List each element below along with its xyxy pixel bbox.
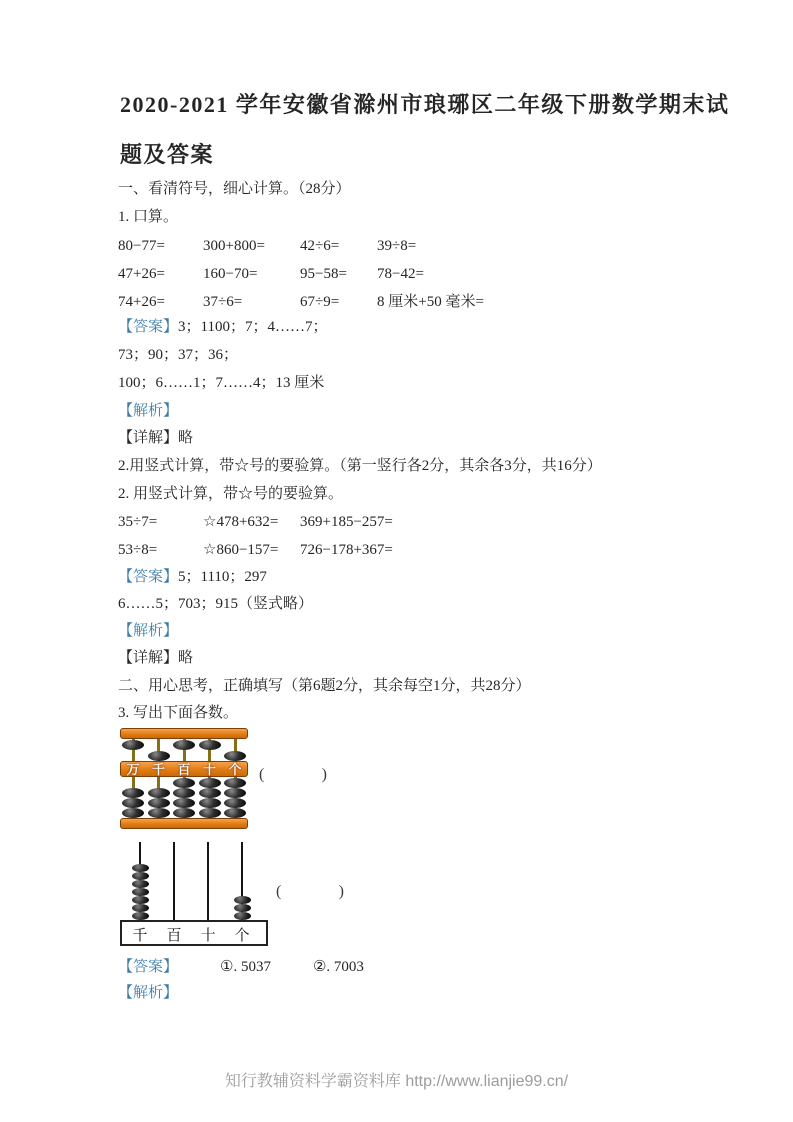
open-paren: (	[276, 883, 282, 900]
suanpan-column-label: 百	[177, 762, 191, 777]
frame-bead	[132, 888, 149, 896]
equation: ☆478+632=	[203, 514, 279, 530]
q1-equation-row-2	[118, 264, 424, 284]
question-1-stem: 1. 口算。	[118, 209, 179, 225]
q1-answer-line-1	[118, 317, 327, 337]
section-1-heading: 一、看清符号，细心计算。（28分）	[118, 181, 351, 197]
answer-blank-parens-1	[259, 766, 327, 784]
q2-equation-row-1	[118, 512, 393, 532]
frame-column-label: 千	[132, 928, 148, 944]
question-2-stem: 2. 用竖式计算，带☆号的要验算。	[118, 486, 344, 502]
frame-bead	[132, 896, 149, 904]
equation: 37÷6=	[203, 294, 243, 310]
frame-column-label: 百	[166, 928, 182, 944]
q1-answer-line-3: 100；6……1；7……4；13 厘米	[118, 375, 325, 391]
equation: 39÷8=	[377, 238, 417, 254]
suanpan-lower-bead	[173, 798, 195, 808]
suanpan-lower-bead	[224, 808, 246, 818]
section-2-heading: 二、用心思考，正确填写（第6题2分，其余每空1分，共28分）	[118, 678, 531, 694]
equation: 8 厘米+50 毫米=	[377, 294, 484, 310]
frame-column-label: 十	[200, 928, 216, 944]
q2-answer-line-2: 6……5；703；915（竖式略）	[118, 596, 314, 612]
frame-bead	[132, 912, 149, 920]
equation: 369+185−257=	[300, 514, 393, 530]
analysis-label: 【解析】	[118, 985, 179, 1001]
suanpan-lower-bead	[173, 788, 195, 798]
answer-item-2: ②. 7003	[312, 959, 364, 975]
equation: 300+800=	[203, 238, 265, 254]
equation: 35÷7=	[118, 514, 158, 530]
answer-text: 3；1100；7；4……7；	[178, 319, 328, 335]
suanpan-column-label: 个	[228, 762, 242, 777]
footer-watermark: 知行教辅资料学霸资料库 http://www.lianjie99.cn/	[224, 1073, 569, 1090]
detail-text: 略	[178, 430, 194, 446]
equation: 80−77=	[118, 238, 165, 254]
analysis-label: 【解析】	[118, 623, 179, 639]
suanpan-column-label: 十	[202, 762, 217, 777]
frame-bead	[234, 904, 251, 912]
suanpan-lower-bead	[224, 778, 246, 788]
answer-text: 5；1110；297	[178, 569, 267, 585]
suanpan-lower-bead	[224, 798, 246, 808]
equation: 78−42=	[377, 266, 424, 282]
frame-bead	[132, 880, 149, 888]
frame-column-label: 个	[234, 928, 250, 944]
analysis-label: 【解析】	[118, 403, 179, 419]
question-2-intro: 2.用竖式计算，带☆号的要验算。（第一竖行各2分，其余各3分，共16分）	[118, 458, 602, 474]
equation: 726−178+367=	[300, 542, 393, 558]
q1-analysis-label	[118, 401, 178, 421]
suanpan-lower-bead	[122, 808, 144, 818]
q1-equation-row-1	[118, 236, 416, 256]
suanpan-lower-bead	[148, 788, 170, 798]
suanpan-lower-bead	[148, 798, 170, 808]
suanpan-lower-bead	[148, 808, 170, 818]
open-paren: (	[259, 766, 265, 783]
q2-answer-line-1	[118, 567, 267, 587]
abacus-counting-frame	[120, 842, 272, 948]
frame-rod	[173, 842, 175, 921]
equation: ☆860−157=	[203, 542, 279, 558]
q1-answer-line-2: 73；90；37；36；	[118, 347, 239, 363]
frame-bead	[234, 912, 251, 920]
answer-item-1: ①. 5037	[220, 959, 271, 975]
q3-analysis-label	[118, 983, 178, 1003]
suanpan-upper-bead	[122, 740, 144, 750]
q1-detail-line	[118, 428, 193, 448]
detail-text: 略	[178, 650, 194, 666]
doc-title-line2: 题及答案	[120, 142, 215, 167]
close-paren: )	[338, 883, 344, 900]
equation: 53÷8=	[118, 542, 158, 558]
suanpan-lower-bead	[122, 788, 144, 798]
frame-rod	[207, 842, 209, 921]
equation: 67÷9=	[300, 294, 340, 310]
answer-label: 【答案】	[118, 569, 179, 585]
detail-label: 【详解】	[118, 650, 179, 666]
frame-bead	[132, 864, 149, 872]
detail-label: 【详解】	[118, 430, 179, 446]
q2-equation-row-2	[118, 540, 393, 560]
answer-label: 【答案】	[118, 319, 179, 335]
suanpan-upper-bead	[173, 740, 195, 750]
abacus-suanpan	[120, 728, 248, 829]
suanpan-upper-bead	[148, 751, 170, 761]
equation: 95−58=	[300, 266, 347, 282]
q2-analysis-label	[118, 621, 178, 641]
suanpan-lower-bead	[173, 808, 195, 818]
equation: 42÷6=	[300, 238, 340, 254]
doc-title-line1: 2020-2021 学年安徽省滁州市琅琊区二年级下册数学期末试	[120, 92, 730, 117]
frame-bead	[234, 896, 251, 904]
equation: 160−70=	[203, 266, 258, 282]
frame-bead	[132, 872, 149, 880]
suanpan-lower-bead	[199, 788, 221, 798]
suanpan-column-label: 千	[151, 762, 166, 777]
suanpan-upper-bead	[199, 740, 221, 750]
answer-blank-parens-2	[276, 883, 344, 901]
suanpan-lower-bead	[224, 788, 246, 798]
q3-answer-line	[118, 957, 364, 977]
equation: 47+26=	[118, 266, 165, 282]
equation: 74+26=	[118, 294, 165, 310]
suanpan-top-bar	[120, 728, 248, 739]
suanpan-lower-bead	[173, 778, 195, 788]
suanpan-column-label: 万	[126, 762, 140, 777]
close-paren: )	[321, 766, 327, 783]
suanpan-bottom-bar	[120, 818, 248, 829]
suanpan-upper-bead	[224, 751, 246, 761]
q1-equation-row-3	[118, 292, 484, 312]
answer-label: 【答案】	[118, 959, 179, 975]
suanpan-lower-bead	[199, 778, 221, 788]
q2-detail-line	[118, 648, 193, 668]
suanpan-lower-bead	[122, 798, 144, 808]
suanpan-lower-bead	[199, 798, 221, 808]
suanpan-lower-bead	[199, 808, 221, 818]
frame-bead	[132, 904, 149, 912]
question-3-stem: 3. 写出下面各数。	[118, 705, 239, 721]
